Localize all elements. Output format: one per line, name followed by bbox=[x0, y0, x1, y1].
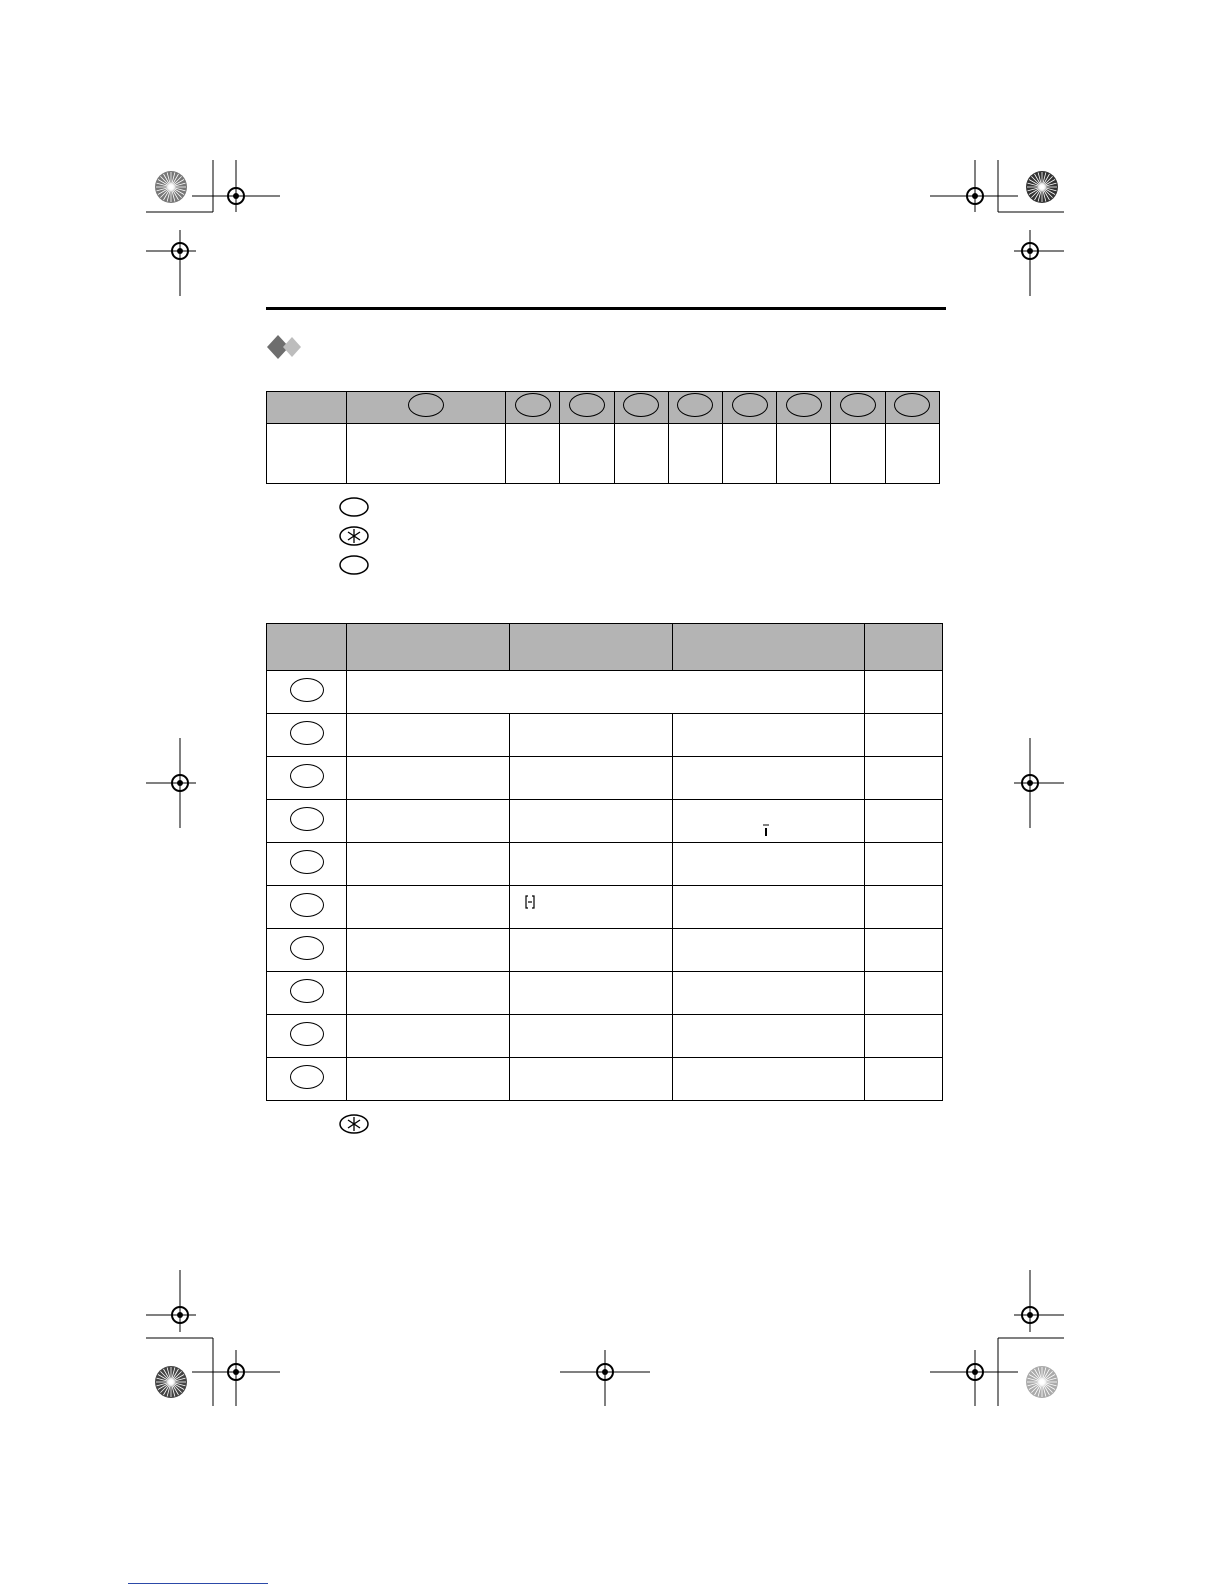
table-cell bbox=[347, 714, 510, 757]
table-cell bbox=[510, 1058, 673, 1101]
table-cell bbox=[865, 972, 943, 1015]
key-summary-cell bbox=[668, 424, 722, 484]
table-cell bbox=[347, 929, 510, 972]
table-cell bbox=[865, 843, 943, 886]
main-table-header bbox=[510, 624, 673, 671]
key-oval-icon bbox=[623, 393, 659, 417]
key-summary-header-key bbox=[668, 392, 722, 424]
table-row bbox=[267, 886, 943, 929]
key-oval-icon bbox=[290, 893, 324, 917]
row-key-cell bbox=[267, 1058, 347, 1101]
row-key-cell bbox=[267, 929, 347, 972]
key-oval-icon bbox=[408, 393, 444, 417]
key-oval-icon bbox=[786, 393, 822, 417]
table-cell bbox=[865, 1058, 943, 1101]
table-cell bbox=[510, 800, 673, 843]
key-summary-header-key bbox=[506, 392, 560, 424]
key-oval-icon bbox=[894, 393, 930, 417]
table-cell bbox=[510, 929, 673, 972]
legend-star-key-icon bbox=[338, 526, 370, 546]
table-row bbox=[267, 800, 943, 843]
key-summary-header-key bbox=[777, 392, 831, 424]
key-oval-icon bbox=[290, 764, 324, 788]
table-cell bbox=[347, 886, 510, 929]
main-table bbox=[266, 623, 943, 1101]
section-diamonds-icon bbox=[266, 334, 306, 360]
key-summary-cell bbox=[614, 424, 668, 484]
table-row bbox=[267, 714, 943, 757]
key-oval-icon bbox=[290, 1022, 324, 1046]
table-cell bbox=[673, 972, 865, 1015]
row-key-cell bbox=[267, 972, 347, 1015]
table-cell bbox=[347, 800, 510, 843]
key-oval-icon bbox=[290, 850, 324, 874]
key-summary-header-key bbox=[560, 392, 614, 424]
table-cell bbox=[347, 1015, 510, 1058]
table-cell bbox=[673, 1015, 865, 1058]
key-oval-icon bbox=[290, 807, 324, 831]
key-oval-icon bbox=[732, 393, 768, 417]
row-key-cell bbox=[267, 886, 347, 929]
key-summary-header-key bbox=[885, 392, 939, 424]
key-summary-cell bbox=[885, 424, 939, 484]
table-cell bbox=[673, 843, 865, 886]
table-row bbox=[267, 757, 943, 800]
table-row bbox=[267, 671, 943, 714]
key-summary-cell bbox=[777, 424, 831, 484]
row-key-cell bbox=[267, 800, 347, 843]
key-summary-cell bbox=[267, 424, 347, 484]
key-summary-cell bbox=[831, 424, 885, 484]
main-table-header bbox=[347, 624, 510, 671]
key-oval-icon bbox=[290, 721, 324, 745]
key-oval-icon bbox=[290, 979, 324, 1003]
table-cell bbox=[673, 800, 865, 843]
key-oval-icon bbox=[515, 393, 551, 417]
table-cell bbox=[347, 757, 510, 800]
key-oval-icon bbox=[290, 678, 324, 702]
key-summary-cell bbox=[560, 424, 614, 484]
table-row bbox=[267, 929, 943, 972]
bracket-glyph-icon bbox=[525, 895, 535, 909]
row-key-cell bbox=[267, 714, 347, 757]
table-cell bbox=[865, 671, 943, 714]
table-cell bbox=[865, 929, 943, 972]
table-row bbox=[267, 1058, 943, 1101]
table-cell bbox=[347, 1058, 510, 1101]
key-summary-header-key bbox=[722, 392, 776, 424]
key-summary-header-blank bbox=[267, 392, 347, 424]
key-oval-icon bbox=[677, 393, 713, 417]
table-cell bbox=[510, 886, 673, 929]
table-row bbox=[267, 843, 943, 886]
table-cell bbox=[673, 929, 865, 972]
row-key-cell bbox=[267, 757, 347, 800]
table-cell bbox=[673, 757, 865, 800]
key-oval-icon bbox=[290, 1065, 324, 1089]
table-cell bbox=[347, 843, 510, 886]
table-cell bbox=[510, 843, 673, 886]
key-summary-table bbox=[266, 391, 940, 484]
key-oval-icon bbox=[840, 393, 876, 417]
row-key-cell bbox=[267, 671, 347, 714]
main-table-header bbox=[673, 624, 865, 671]
key-summary-cell bbox=[347, 424, 506, 484]
table-cell bbox=[510, 757, 673, 800]
key-summary-header-key bbox=[831, 392, 885, 424]
table-cell bbox=[673, 886, 865, 929]
table-cell bbox=[673, 714, 865, 757]
table-cell bbox=[510, 714, 673, 757]
info-glyph-icon bbox=[763, 823, 769, 837]
key-oval-icon bbox=[569, 393, 605, 417]
table-cell bbox=[347, 972, 510, 1015]
table-row bbox=[267, 1015, 943, 1058]
top-rule bbox=[266, 307, 946, 310]
legend-blank-key-icon bbox=[338, 497, 370, 517]
table-row bbox=[267, 972, 943, 1015]
main-table-header bbox=[865, 624, 943, 671]
table-cell bbox=[865, 800, 943, 843]
row-key-cell bbox=[267, 1015, 347, 1058]
key-summary-cell bbox=[722, 424, 776, 484]
table-cell bbox=[510, 972, 673, 1015]
table-cell bbox=[865, 1015, 943, 1058]
table-cell bbox=[865, 757, 943, 800]
footnote-star-key-icon bbox=[338, 1114, 370, 1134]
table-cell bbox=[673, 1058, 865, 1101]
key-summary-cell bbox=[506, 424, 560, 484]
row-key-cell bbox=[267, 843, 347, 886]
legend-blank-key-icon bbox=[338, 555, 370, 575]
merged-cell bbox=[347, 671, 865, 714]
key-oval-icon bbox=[290, 936, 324, 960]
main-table-header bbox=[267, 624, 347, 671]
table-cell bbox=[865, 714, 943, 757]
table-cell bbox=[865, 886, 943, 929]
table-cell bbox=[510, 1015, 673, 1058]
key-summary-header-key bbox=[614, 392, 668, 424]
key-summary-header-main bbox=[347, 392, 506, 424]
